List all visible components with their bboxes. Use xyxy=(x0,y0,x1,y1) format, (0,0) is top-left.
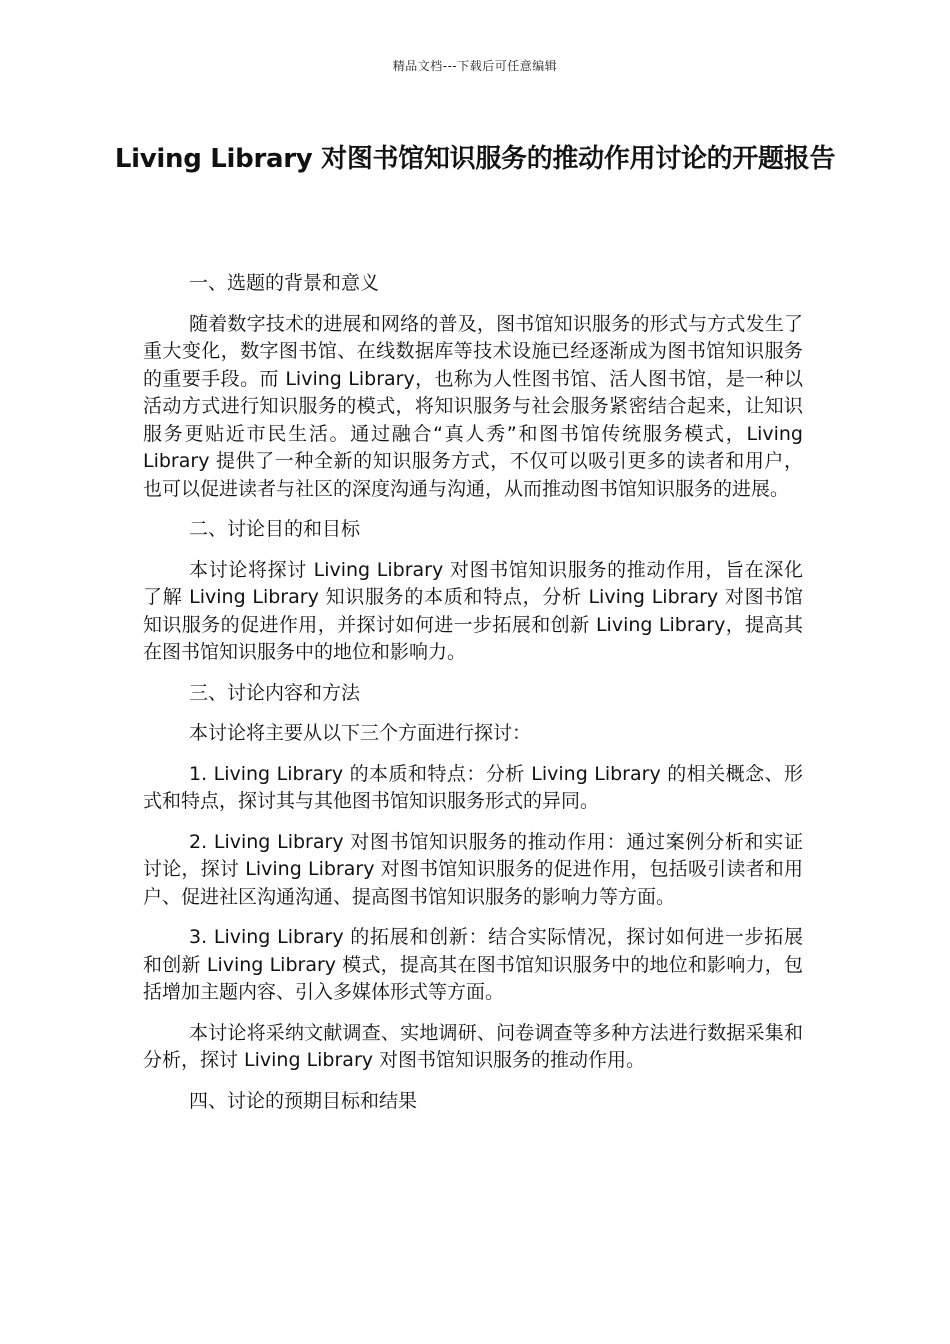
section-3-item-1: 1. Living Library 的本质和特点：分析 Living Library 的相关概念、形式和特点，探讨其与其他图书馆知识服务形式的异同。 xyxy=(143,762,803,812)
section-2-heading: 二、讨论目的和目标 xyxy=(189,518,361,540)
section-4-heading: 四、讨论的预期目标和结果 xyxy=(189,1089,418,1112)
header-note: 精品文档---下载后可任意编辑 xyxy=(392,59,558,73)
section-1-paragraph: 随着数字技术的进展和网络的普及，图书馆知识服务的形式与方式发生了重大变化，数字图书馆、在线数据库等技术设施已经逐渐成为图书馆知识服务的重要手段。而 Living Library，也称为人性图书馆、活人图书馆，是一种以活动方式进行知识服务的模式，将知识服务与社会服务紧密结合起来，让知识服务更贴近市民生活。通过融合“真人秀”和图书馆传统服务模式，Living Library 提供了一种全新的知识服务方式，不仅可以吸引更多的读者和用户，也可以促进读者与社区的深度沟通与沟通，从而推动图书馆知识服务的进展。 xyxy=(143,312,803,500)
document-body xyxy=(143,270,803,1128)
section-3-item-3: 3. Living Library 的拓展和创新：结合实际情况，探讨如何进一步拓展和创新 Living Library 模式，提高其在图书馆知识服务中的地位和影响力，包括增加主题内容、引入多媒体形式等方面。 xyxy=(143,926,803,1003)
section-3-intro: 本讨论将主要从以下三个方面进行探讨： xyxy=(189,722,532,744)
section-3-item-2: 2. Living Library 对图书馆知识服务的推动作用：通过案例分析和实证讨论，探讨 Living Library 对图书馆知识服务的促进作用，包括吸引读者和用户、促进社区沟通沟通、提高图书馆知识服务的影响力等方面。 xyxy=(143,830,803,908)
section-3-method: 本讨论将采纳文献调查、实地调研、问卷调查等多种方法进行数据采集和分析，探讨 Living Library 对图书馆知识服务的推动作用。 xyxy=(143,1021,803,1071)
document-title: Living Library 对图书馆知识服务的推动作用讨论的开题报告 xyxy=(114,144,836,174)
section-2-paragraph: 本讨论将探讨 Living Library 对图书馆知识服务的推动作用，旨在深化了解 Living Library 知识服务的本质和特点，分析 Living Library 对图书馆知识服务的促进作用，并探讨如何进一步拓展和创新 Living Library，提高其在图书馆知识服务中的地位和影响力。 xyxy=(143,558,803,663)
section-1-heading: 一、选题的背景和意义 xyxy=(189,272,380,294)
section-3-heading: 三、讨论内容和方法 xyxy=(189,681,361,704)
